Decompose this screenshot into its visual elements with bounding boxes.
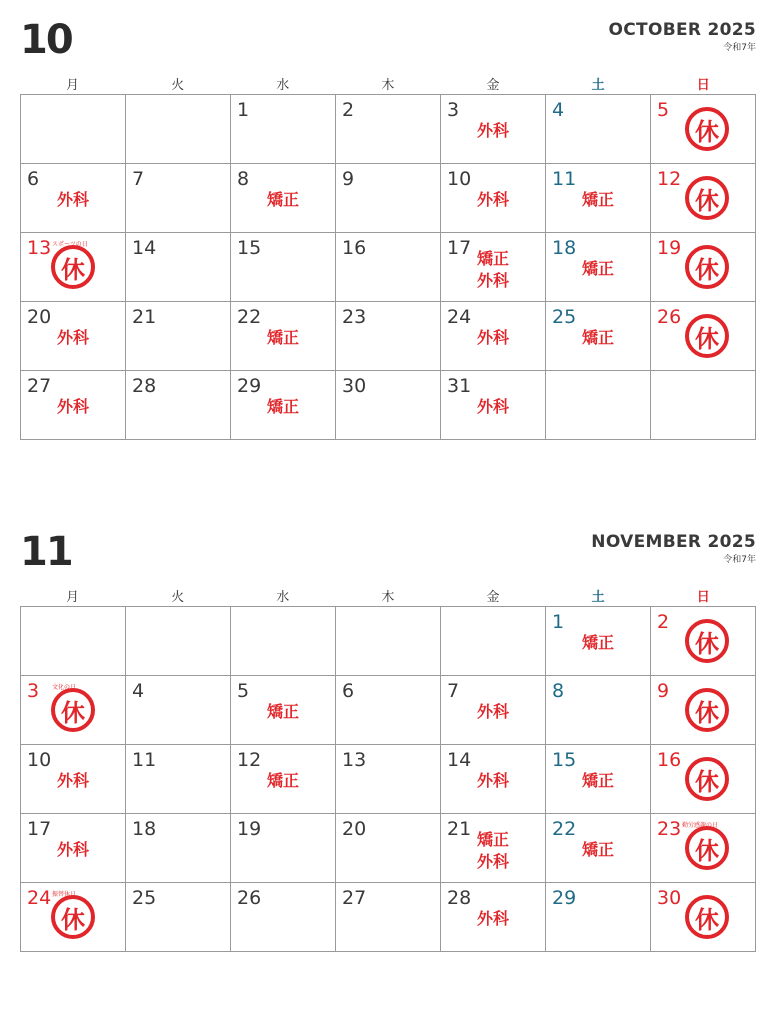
day-number: 17 xyxy=(27,818,52,840)
weekday-header xyxy=(20,586,756,604)
weekday-fri: 金 xyxy=(486,78,500,93)
calendar-week-row xyxy=(21,745,756,814)
day-number: 26 xyxy=(657,306,682,328)
day-cell xyxy=(21,883,126,952)
day-number: 13 xyxy=(27,237,52,259)
day-cell xyxy=(441,814,546,883)
weekday-header xyxy=(20,74,756,92)
empty-day-cell xyxy=(21,95,126,164)
day-cell xyxy=(651,302,756,371)
closed-badge: 休 xyxy=(685,826,729,870)
weekday-thu: 木 xyxy=(381,78,395,93)
day-number: 15 xyxy=(237,237,262,259)
weekday-mon: 月 xyxy=(66,590,80,605)
month-era: 令和7年 xyxy=(723,555,756,565)
clinic-note: 外科 xyxy=(476,271,509,290)
day-number: 3 xyxy=(27,680,40,702)
clinic-note: 矯正 xyxy=(266,702,299,721)
holiday-name: スポーツの日 xyxy=(52,241,88,248)
clinic-note: 外科 xyxy=(56,328,89,347)
weekday-wed: 水 xyxy=(276,590,290,605)
clinic-note: 矯正 xyxy=(581,328,614,347)
closed-badge: 休 xyxy=(51,688,95,732)
clinic-note: 外科 xyxy=(476,328,509,347)
day-cell xyxy=(336,745,441,814)
day-cell xyxy=(546,814,651,883)
closed-badge: 休 xyxy=(685,107,729,151)
day-cell xyxy=(231,814,336,883)
day-number: 18 xyxy=(132,818,157,840)
day-number: 30 xyxy=(657,887,682,909)
day-cell xyxy=(546,95,651,164)
day-number: 20 xyxy=(342,818,367,840)
day-cell xyxy=(336,883,441,952)
holiday-name: 文化の日 xyxy=(52,684,77,691)
day-number: 29 xyxy=(237,375,262,397)
holiday-name: 勤労感謝の日 xyxy=(682,822,719,829)
clinic-note: 外科 xyxy=(56,771,89,790)
empty-day-cell xyxy=(441,607,546,676)
month-english-title: OCTOBER 2025 xyxy=(608,20,756,40)
clinic-note: 外科 xyxy=(476,909,509,928)
day-cell xyxy=(441,371,546,440)
day-number: 4 xyxy=(552,99,565,121)
day-number: 25 xyxy=(132,887,157,909)
day-number: 12 xyxy=(657,168,682,190)
day-cell xyxy=(441,233,546,302)
clinic-note: 矯正 xyxy=(266,328,299,347)
day-cell xyxy=(231,164,336,233)
closed-badge: 休 xyxy=(685,619,729,663)
day-cell xyxy=(231,302,336,371)
day-number: 4 xyxy=(132,680,145,702)
clinic-note: 外科 xyxy=(476,190,509,209)
day-number: 30 xyxy=(342,375,367,397)
day-number: 22 xyxy=(552,818,577,840)
day-cell xyxy=(21,745,126,814)
day-number: 3 xyxy=(447,99,460,121)
day-number: 17 xyxy=(447,237,472,259)
day-cell xyxy=(336,814,441,883)
day-cell xyxy=(441,883,546,952)
clinic-note: 矯正 xyxy=(476,249,509,268)
day-cell xyxy=(651,233,756,302)
clinic-note: 矯正 xyxy=(476,830,509,849)
clinic-note: 矯正 xyxy=(581,633,614,652)
calendar-week-row xyxy=(21,95,756,164)
month-era: 令和7年 xyxy=(723,43,756,53)
closed-badge: 休 xyxy=(51,895,95,939)
day-cell xyxy=(546,676,651,745)
day-cell xyxy=(126,371,231,440)
empty-day-cell xyxy=(126,95,231,164)
empty-day-cell xyxy=(651,371,756,440)
day-cell xyxy=(336,302,441,371)
day-number: 24 xyxy=(27,887,52,909)
day-number: 7 xyxy=(447,680,460,702)
closed-badge: 休 xyxy=(685,245,729,289)
day-number: 23 xyxy=(657,818,682,840)
day-number: 20 xyxy=(27,306,52,328)
day-number: 5 xyxy=(657,99,670,121)
day-cell xyxy=(21,676,126,745)
day-cell xyxy=(126,745,231,814)
day-cell xyxy=(651,883,756,952)
clinic-note: 外科 xyxy=(56,840,89,859)
day-number: 6 xyxy=(342,680,355,702)
clinic-note: 外科 xyxy=(476,771,509,790)
day-number: 29 xyxy=(552,887,577,909)
day-number: 19 xyxy=(237,818,262,840)
day-cell xyxy=(546,233,651,302)
day-number: 14 xyxy=(132,237,157,259)
day-number: 9 xyxy=(342,168,355,190)
holiday-name: 振替休日 xyxy=(52,891,77,898)
weekday-tue: 火 xyxy=(171,590,185,605)
day-number: 14 xyxy=(447,749,472,771)
day-number: 19 xyxy=(657,237,682,259)
calendar-week-row xyxy=(21,302,756,371)
clinic-note: 外科 xyxy=(476,397,509,416)
clinic-note: 外科 xyxy=(476,702,509,721)
day-number: 13 xyxy=(342,749,367,771)
day-number: 5 xyxy=(237,680,250,702)
day-number: 28 xyxy=(132,375,157,397)
clinic-note: 矯正 xyxy=(266,771,299,790)
day-number: 15 xyxy=(552,749,577,771)
day-cell xyxy=(546,607,651,676)
day-number: 7 xyxy=(132,168,145,190)
day-cell xyxy=(546,883,651,952)
empty-day-cell xyxy=(126,607,231,676)
calendar-week-row xyxy=(21,164,756,233)
day-number: 24 xyxy=(447,306,472,328)
day-cell xyxy=(126,814,231,883)
day-cell xyxy=(21,814,126,883)
weekday-mon: 月 xyxy=(66,78,80,93)
month-number: 10 xyxy=(20,17,72,63)
day-number: 27 xyxy=(27,375,52,397)
day-cell xyxy=(336,95,441,164)
day-number: 22 xyxy=(237,306,262,328)
day-cell xyxy=(336,164,441,233)
day-cell xyxy=(546,745,651,814)
clinic-note: 外科 xyxy=(56,190,89,209)
empty-day-cell xyxy=(336,607,441,676)
day-number: 1 xyxy=(552,611,565,633)
day-cell xyxy=(126,164,231,233)
day-cell xyxy=(651,745,756,814)
day-cell xyxy=(651,676,756,745)
day-number: 2 xyxy=(657,611,670,633)
calendar-week-row xyxy=(21,883,756,952)
day-number: 18 xyxy=(552,237,577,259)
day-cell xyxy=(126,302,231,371)
empty-day-cell xyxy=(231,607,336,676)
day-cell xyxy=(651,164,756,233)
clinic-note: 矯正 xyxy=(581,259,614,278)
closed-badge: 休 xyxy=(51,245,95,289)
day-number: 10 xyxy=(27,749,52,771)
day-number: 26 xyxy=(237,887,262,909)
closed-badge: 休 xyxy=(685,757,729,801)
empty-day-cell xyxy=(21,607,126,676)
day-cell xyxy=(441,745,546,814)
day-cell xyxy=(336,233,441,302)
day-cell xyxy=(231,233,336,302)
day-number: 1 xyxy=(237,99,250,121)
weekday-wed: 水 xyxy=(276,78,290,93)
day-number: 31 xyxy=(447,375,472,397)
day-cell xyxy=(651,607,756,676)
day-cell xyxy=(651,814,756,883)
day-number: 8 xyxy=(237,168,250,190)
day-number: 9 xyxy=(657,680,670,702)
day-number: 11 xyxy=(552,168,577,190)
clinic-note: 外科 xyxy=(56,397,89,416)
day-number: 21 xyxy=(132,306,157,328)
day-cell xyxy=(546,164,651,233)
day-cell xyxy=(231,95,336,164)
calendar-week-row xyxy=(21,607,756,676)
day-number: 28 xyxy=(447,887,472,909)
day-number: 12 xyxy=(237,749,262,771)
day-number: 16 xyxy=(342,237,367,259)
day-cell xyxy=(21,164,126,233)
day-number: 21 xyxy=(447,818,472,840)
month-number: 11 xyxy=(20,529,72,575)
day-number: 23 xyxy=(342,306,367,328)
day-cell xyxy=(21,302,126,371)
day-cell xyxy=(21,233,126,302)
calendar-grid xyxy=(20,606,756,952)
day-cell xyxy=(441,95,546,164)
day-cell xyxy=(651,95,756,164)
day-cell xyxy=(21,371,126,440)
day-cell xyxy=(231,883,336,952)
weekday-tue: 火 xyxy=(171,78,185,93)
day-cell xyxy=(546,302,651,371)
weekday-sat: 土 xyxy=(591,590,605,605)
closed-badge: 休 xyxy=(685,895,729,939)
day-cell xyxy=(126,676,231,745)
day-cell xyxy=(336,676,441,745)
day-number: 6 xyxy=(27,168,40,190)
day-cell xyxy=(231,745,336,814)
calendar-week-row xyxy=(21,233,756,302)
month-english-title: NOVEMBER 2025 xyxy=(591,532,756,552)
day-number: 27 xyxy=(342,887,367,909)
closed-badge: 休 xyxy=(685,314,729,358)
calendar-week-row xyxy=(21,676,756,745)
day-cell xyxy=(126,883,231,952)
clinic-note: 矯正 xyxy=(266,397,299,416)
calendar-grid xyxy=(20,94,756,440)
day-cell xyxy=(231,371,336,440)
clinic-note: 矯正 xyxy=(581,190,614,209)
weekday-sat: 土 xyxy=(591,78,605,93)
day-cell xyxy=(441,302,546,371)
day-cell xyxy=(231,676,336,745)
day-cell xyxy=(126,233,231,302)
empty-day-cell xyxy=(546,371,651,440)
day-number: 8 xyxy=(552,680,565,702)
weekday-sun: 日 xyxy=(696,78,710,93)
closed-badge: 休 xyxy=(685,688,729,732)
day-number: 11 xyxy=(132,749,157,771)
clinic-note: 外科 xyxy=(476,852,509,871)
clinic-note: 矯正 xyxy=(581,771,614,790)
closed-badge: 休 xyxy=(685,176,729,220)
day-cell xyxy=(441,676,546,745)
clinic-note: 矯正 xyxy=(581,840,614,859)
day-number: 10 xyxy=(447,168,472,190)
day-number: 25 xyxy=(552,306,577,328)
weekday-thu: 木 xyxy=(381,590,395,605)
clinic-note: 外科 xyxy=(476,121,509,140)
calendar-week-row xyxy=(21,814,756,883)
clinic-note: 矯正 xyxy=(266,190,299,209)
weekday-fri: 金 xyxy=(486,590,500,605)
day-number: 2 xyxy=(342,99,355,121)
day-number: 16 xyxy=(657,749,682,771)
calendar-week-row xyxy=(21,371,756,440)
day-cell xyxy=(441,164,546,233)
weekday-sun: 日 xyxy=(696,590,710,605)
day-cell xyxy=(336,371,441,440)
